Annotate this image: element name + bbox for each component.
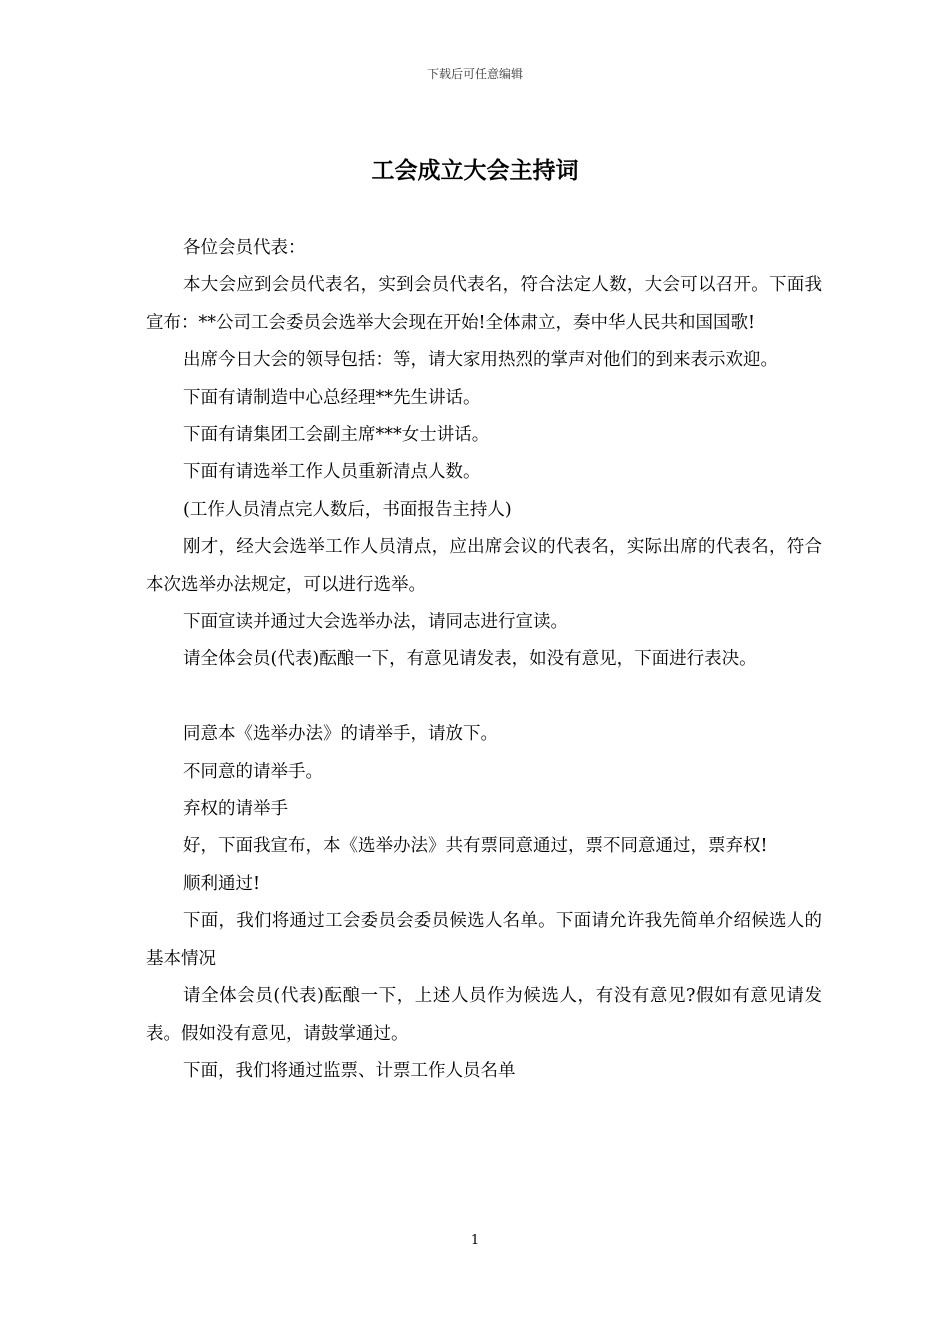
paragraph-vote-result: 好，下面我宣布，本《选举办法》共有票同意通过，票不同意通过，票弃权! — [183, 836, 768, 857]
paragraph-candidates: 下面，我们将通过工会委员会委员候选人名单。下面请允许我先简单介绍候选人的基本情况 — [146, 911, 822, 969]
page-header: 下载后可任意编辑 — [426, 67, 523, 81]
paragraph-passed: 顺利通过! — [183, 873, 261, 894]
paragraph-opening: 本大会应到会员代表名，实到会员代表名，符合法定人数，大会可以召开。下面我宣布：**公司工会委员会选举大会现在开始!全体肃立，奏中华人民共和国国歌! — [146, 275, 822, 333]
paragraph-headcount: 下面有请选举工作人员重新清点人数。 — [183, 462, 481, 483]
paragraph-discuss-candidates: 请全体会员(代表)酝酿一下，上述人员作为候选人，有没有意见?假如有意见请发表。假如没有意见，请鼓掌通过。 — [146, 986, 822, 1044]
paragraph-headcount-note: (工作人员清点完人数后，书面报告主持人) — [183, 499, 512, 520]
paragraph-leaders: 出席今日大会的领导包括：等，请大家用热烈的掌声对他们的到来表示欢迎。 — [183, 350, 778, 371]
paragraph-read-rules: 下面宣读并通过大会选举办法，请同志进行宣读。 — [183, 612, 568, 633]
page-number: 1 — [470, 1233, 480, 1248]
paragraph-tellers: 下面，我们将通过监票、计票工作人员名单 — [183, 1060, 516, 1081]
paragraph-speech-vice-chair: 下面有请集团工会副主席***女士讲话。 — [183, 425, 490, 446]
paragraph-vote-agree: 同意本《选举办法》的请举手，请放下。 — [183, 724, 498, 745]
paragraph-speech-manager: 下面有请制造中心总经理**先生讲话。 — [183, 387, 481, 408]
document-body — [146, 230, 822, 1090]
paragraph-headcount-result: 刚才，经大会选举工作人员清点，应出席会议的代表名，实际出席的代表名，符合本次选举办法规定，可以进行选举。 — [146, 537, 822, 595]
blank-line — [146, 679, 822, 716]
paragraph-discuss-rules: 请全体会员(代表)酝酿一下，有意见请发表，如没有意见，下面进行表决。 — [183, 649, 757, 670]
paragraph-vote-abstain: 弃权的请举手 — [183, 799, 288, 820]
paragraph-vote-disagree: 不同意的请举手。 — [183, 761, 323, 782]
document-title: 工会成立大会主持词 — [371, 157, 579, 184]
paragraph-greeting: 各位会员代表： — [183, 238, 306, 258]
